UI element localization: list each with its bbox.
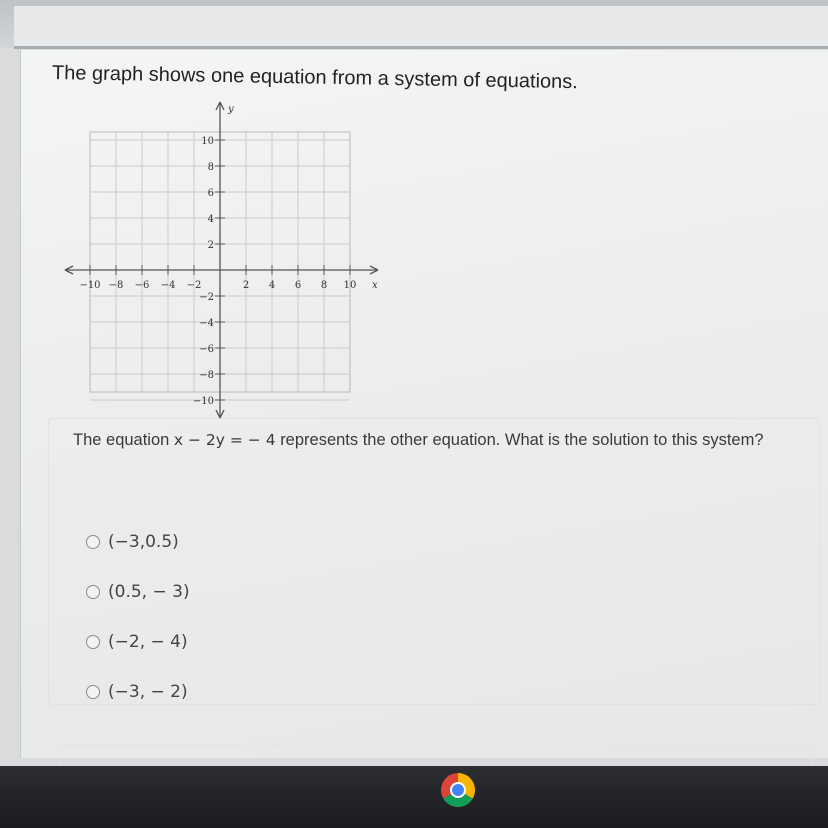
y-tick-label: 10: [201, 136, 214, 147]
y-tick-label: −4: [199, 318, 214, 329]
y-tick-label: 6: [207, 188, 214, 199]
radio-icon[interactable]: [86, 585, 100, 599]
option-4[interactable]: [86, 667, 190, 717]
answer-options: [86, 517, 190, 717]
chrome-icon[interactable]: [440, 772, 476, 808]
option-label: (−2, − 4): [108, 632, 188, 652]
x-tick-label: −8: [108, 280, 124, 291]
radio-icon[interactable]: [86, 635, 100, 649]
y-tick-label: 4: [207, 214, 214, 225]
graph-axes: [65, 102, 378, 418]
y-tick-label: 8: [207, 162, 214, 173]
x-tick-label: −10: [79, 280, 101, 291]
question-prompt: [73, 426, 818, 454]
radio-icon[interactable]: [86, 535, 100, 549]
y-tick-label: −10: [192, 396, 214, 407]
x-tick-label: 10: [343, 280, 357, 291]
x-tick-label: 6: [294, 280, 302, 291]
radio-icon[interactable]: [86, 685, 100, 699]
x-tick-label: 8: [320, 280, 328, 291]
option-3[interactable]: [86, 617, 190, 667]
y-axis-label: y: [228, 104, 234, 115]
x-tick-label: 2: [242, 280, 250, 291]
x-tick-label: 4: [268, 280, 276, 291]
y-tick-label: 2: [207, 240, 214, 251]
next-question-card: [60, 745, 812, 766]
x-tick-label: −4: [160, 280, 176, 291]
browser-top-band: [0, 0, 828, 48]
prompt-end: represents the other equation. What is the solution to this system?: [280, 431, 764, 449]
header-divider: [14, 6, 828, 49]
y-tick-label: −8: [199, 370, 214, 381]
x-axis-label: x: [372, 280, 378, 291]
graph-tick-labels: [79, 104, 378, 407]
option-label: (−3,0.5): [108, 532, 179, 552]
coordinate-graph: [60, 100, 390, 425]
question-title: The graph shows one equation from a system of equations.: [51, 62, 578, 94]
option-2[interactable]: [86, 567, 190, 617]
x-tick-label: −6: [134, 280, 150, 291]
taskbar: [0, 766, 828, 828]
option-label: (−3, − 2): [108, 682, 188, 702]
y-tick-label: −6: [199, 344, 214, 355]
option-1[interactable]: [86, 517, 190, 567]
option-label: (0.5, − 3): [108, 582, 190, 602]
equation: x − 2y = − 4: [173, 431, 276, 449]
y-tick-label: −2: [199, 292, 214, 303]
prompt-start: The equation: [73, 431, 170, 449]
x-tick-label: −2: [186, 280, 202, 291]
